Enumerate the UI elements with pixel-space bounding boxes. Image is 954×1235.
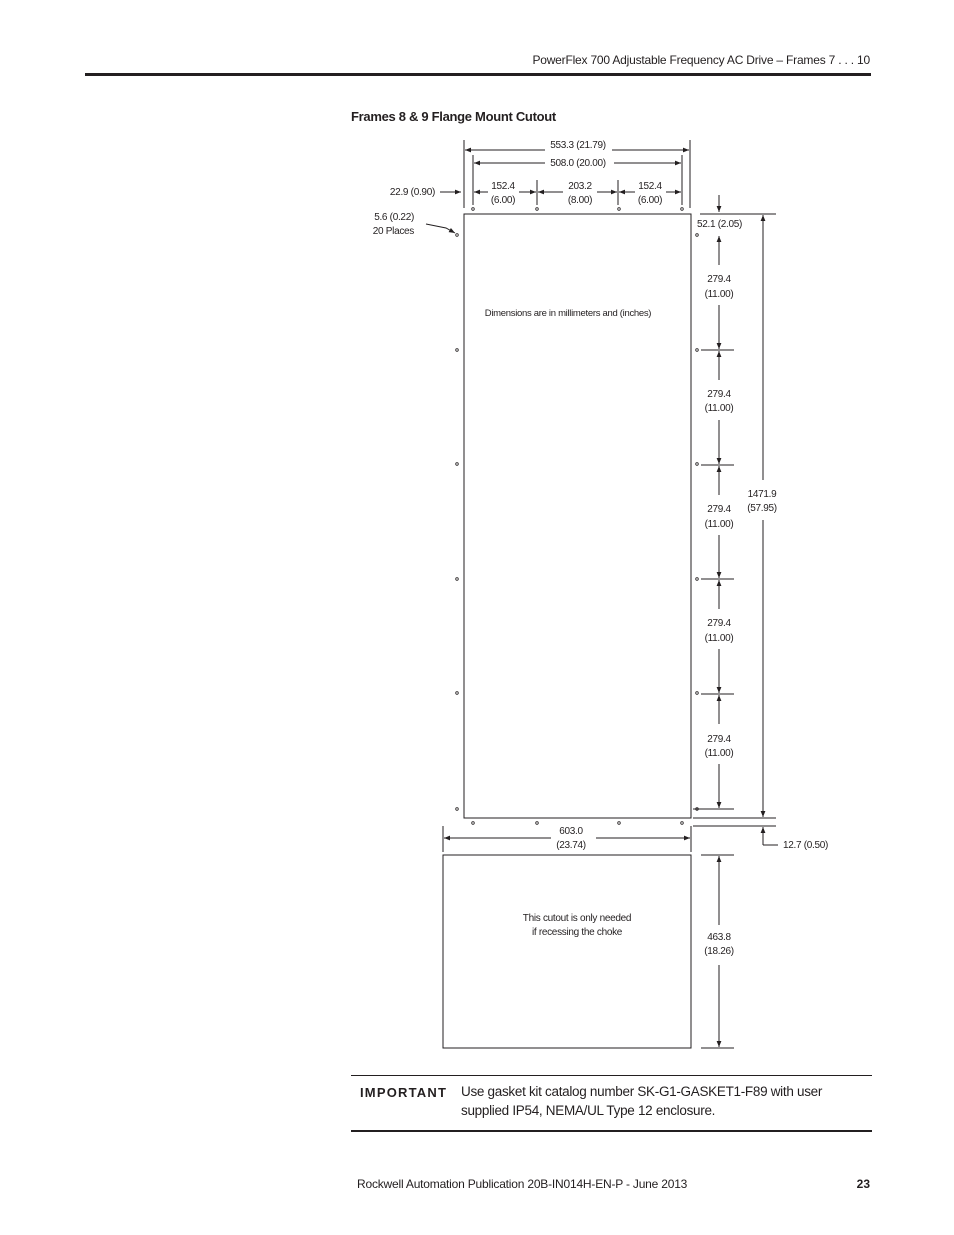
choke-height-mm: 463.8: [707, 932, 731, 943]
vspacing-1-mm: 279.4: [707, 274, 731, 285]
choke-note-line1: This cutout is only needed: [522, 913, 632, 924]
overall-height-mm: 1471.9: [747, 489, 777, 500]
vspacing-2-mm: 279.4: [707, 389, 731, 400]
footer-publication: Rockwell Automation Publication 20B-IN014H-EN-P - June 2013: [357, 1177, 688, 1191]
choke-note-line2: if recessing the choke: [531, 927, 623, 938]
vspacing-3-in: (11.00): [704, 519, 734, 530]
main-cutout-outline: [464, 214, 691, 818]
mounting-holes: [456, 208, 699, 825]
vspacing-5-mm: 279.4: [707, 734, 731, 745]
vspacing-3-mm: 279.4: [707, 504, 731, 515]
top-offset-label: 52.1 (2.05): [697, 219, 743, 230]
hole-span-label: 508.0 (20.00): [550, 158, 606, 169]
hole-count-label: 20 Places: [372, 226, 414, 237]
vspacing-4-in: (11.00): [704, 633, 734, 644]
overall-height-in: (57.95): [747, 503, 777, 514]
spacing-left-in: (6.00): [490, 195, 516, 206]
gap-label: 12.7 (0.50): [783, 840, 829, 851]
spacing-right-mm: 152.4: [638, 181, 662, 192]
vspacing-1-in: (11.00): [704, 289, 734, 300]
spacing-mid-in: (8.00): [567, 195, 593, 206]
choke-cutout-outline: [443, 855, 691, 1048]
spacing-left-mm: 152.4: [491, 181, 515, 192]
important-callout: [351, 1075, 872, 1132]
spacing-mid-mm: 203.2: [568, 181, 592, 192]
overall-width-label: 553.3 (21.79): [550, 140, 606, 151]
hole-diameter-label: 5.6 (0.22): [374, 212, 414, 223]
figure-title: Frames 8 & 9 Flange Mount Cutout: [351, 109, 556, 124]
vspacing-5-in: (11.00): [704, 748, 734, 759]
left-offset-label: 22.9 (0.90): [389, 187, 435, 198]
page-number: 23: [856, 1177, 870, 1191]
spacing-right-in: (6.00): [637, 195, 663, 206]
important-label: IMPORTANT: [360, 1085, 448, 1100]
choke-height-in: (18.26): [704, 946, 734, 957]
running-header: PowerFlex 700 Adjustable Frequency AC Drive – Frames 7 . . . 10: [532, 53, 870, 67]
important-text: Use gasket kit catalog number SK-G1-GASKET1-F89 with user supplied IP54, NEMA/UL Type 12 enclosure.: [461, 1084, 823, 1118]
units-note: Dimensions are in millimeters and (inches): [484, 308, 652, 319]
choke-width-mm: 603.0: [559, 826, 583, 837]
choke-width-in: (23.74): [556, 840, 586, 851]
vspacing-4-mm: 279.4: [707, 618, 731, 629]
vspacing-2-in: (11.00): [704, 403, 734, 414]
